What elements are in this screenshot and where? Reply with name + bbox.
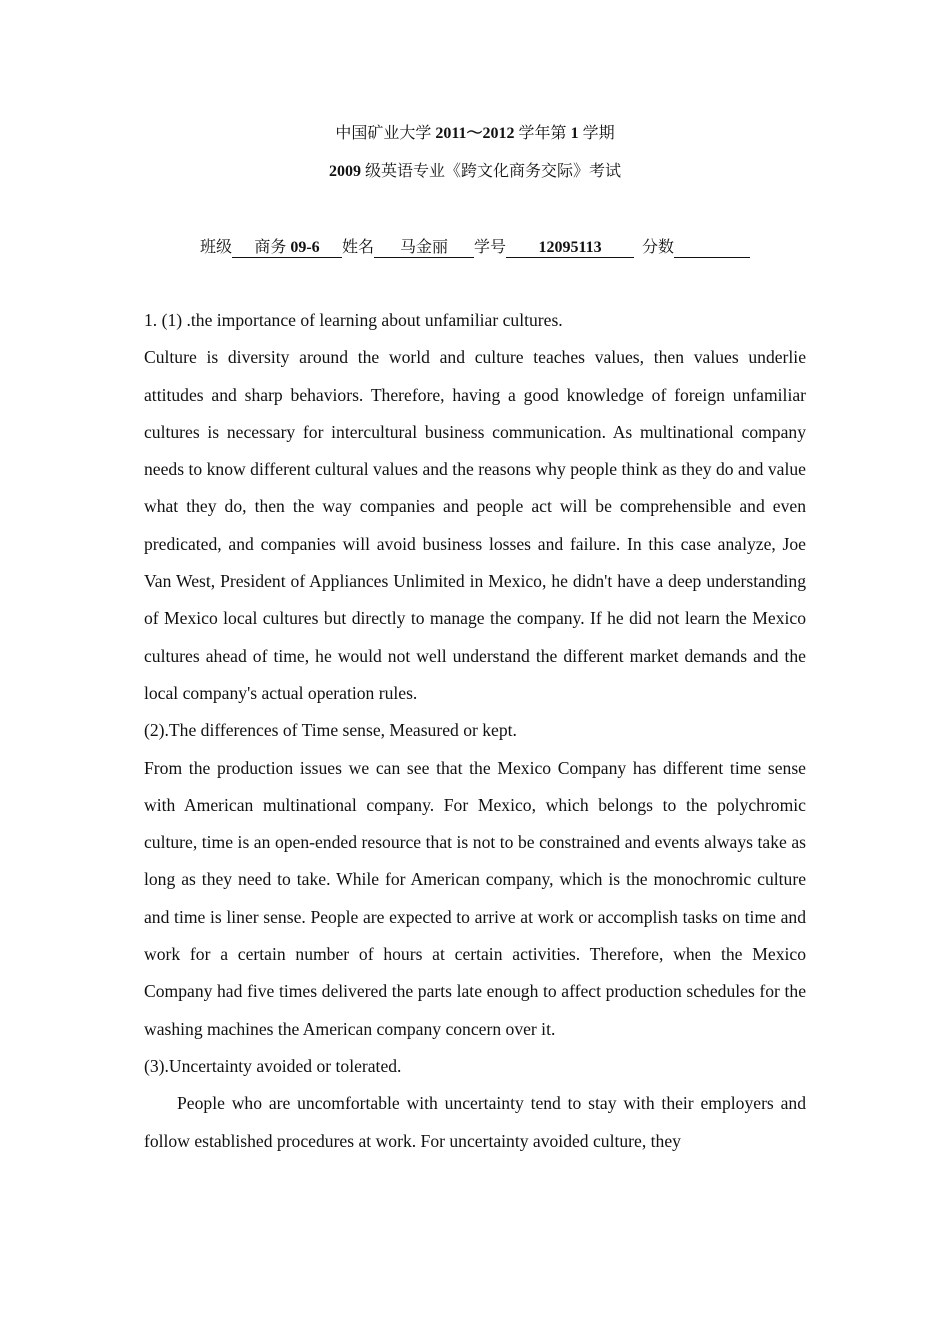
answer-body <box>144 302 806 1160</box>
title-semester-suffix: 学期 <box>578 125 615 142</box>
student-info-line <box>0 238 950 258</box>
question-1-heading: 1. (1) .the importance of learning about unfamiliar cultures. <box>144 310 563 330</box>
answer-paragraph-culture: Culture is diversity around the world and culture teaches values, then values underlie attitudes and sharp behaviors. Therefore, having a good knowledge of foreign unfamiliar cultures is necessary for intercultural business communication. As multinational company needs to know different cultural values and the reasons why people think as they do and value what they do, then the way companies and people act will be comprehensible and even predicated, and companies will avoid business losses and failure. In this case analyze, Joe Van West, President of Appliances Unlimited in Mexico, he didn't have a deep understanding of Mexico local cultures but directly to manage the company. If he did not learn the Mexico cultures ahead of time, he would not well understand the different market demands and the local company's actual operation rules. <box>144 347 806 703</box>
score-field <box>674 239 750 258</box>
title-year-suffix: 学年第 <box>514 125 571 142</box>
title-course-name: 级英语专业《跨文化商务交际》考试 <box>360 163 621 180</box>
score-label: 分数 <box>642 239 675 256</box>
exam-title-course <box>0 162 950 182</box>
answer-paragraph-uncertainty: People who are uncomfortable with uncertainty tend to stay with their employers and follow established procedures at work. For uncertainty avoided culture, they <box>144 1093 806 1151</box>
class-value-code: 09-6 <box>290 239 320 256</box>
section-3-heading: (3).Uncertainty avoided or tolerated. <box>144 1055 402 1076</box>
section-2-heading: (2).The differences of Time sense, Measured or kept. <box>144 720 517 741</box>
name-field: 马金丽 <box>374 239 474 258</box>
title-university-text: 中国矿业大学 <box>335 125 436 142</box>
id-label: 学号 <box>474 239 507 256</box>
class-label: 班级 <box>199 239 232 256</box>
answer-paragraph-time-sense: From the production issues we can see that the Mexico Company has different time sense with American multinational company. For Mexico, which belongs to the polychromic culture, time is an open-ended resource that is not to be constrained and events always take as long as they need to take. While for American company, which is the monochromic culture and time is liner sense. People are expected to arrive at work or accomplish tasks on time and work for a certain number of hours at certain activities. Therefore, when the Mexico Company had five times delivered the parts late enough to affect production schedules for the washing machines the American company concern over it. <box>144 757 806 1039</box>
class-field <box>232 239 342 258</box>
class-value-prefix: 商务 <box>254 239 291 256</box>
title-semester-number: 1 <box>570 125 579 142</box>
title-grade-year: 2009 <box>328 163 361 180</box>
exam-title-university <box>0 124 950 144</box>
title-academic-year: 2011～2012 <box>435 125 515 142</box>
student-id-field: 12095113 <box>506 239 634 258</box>
name-label: 姓名 <box>341 239 374 256</box>
